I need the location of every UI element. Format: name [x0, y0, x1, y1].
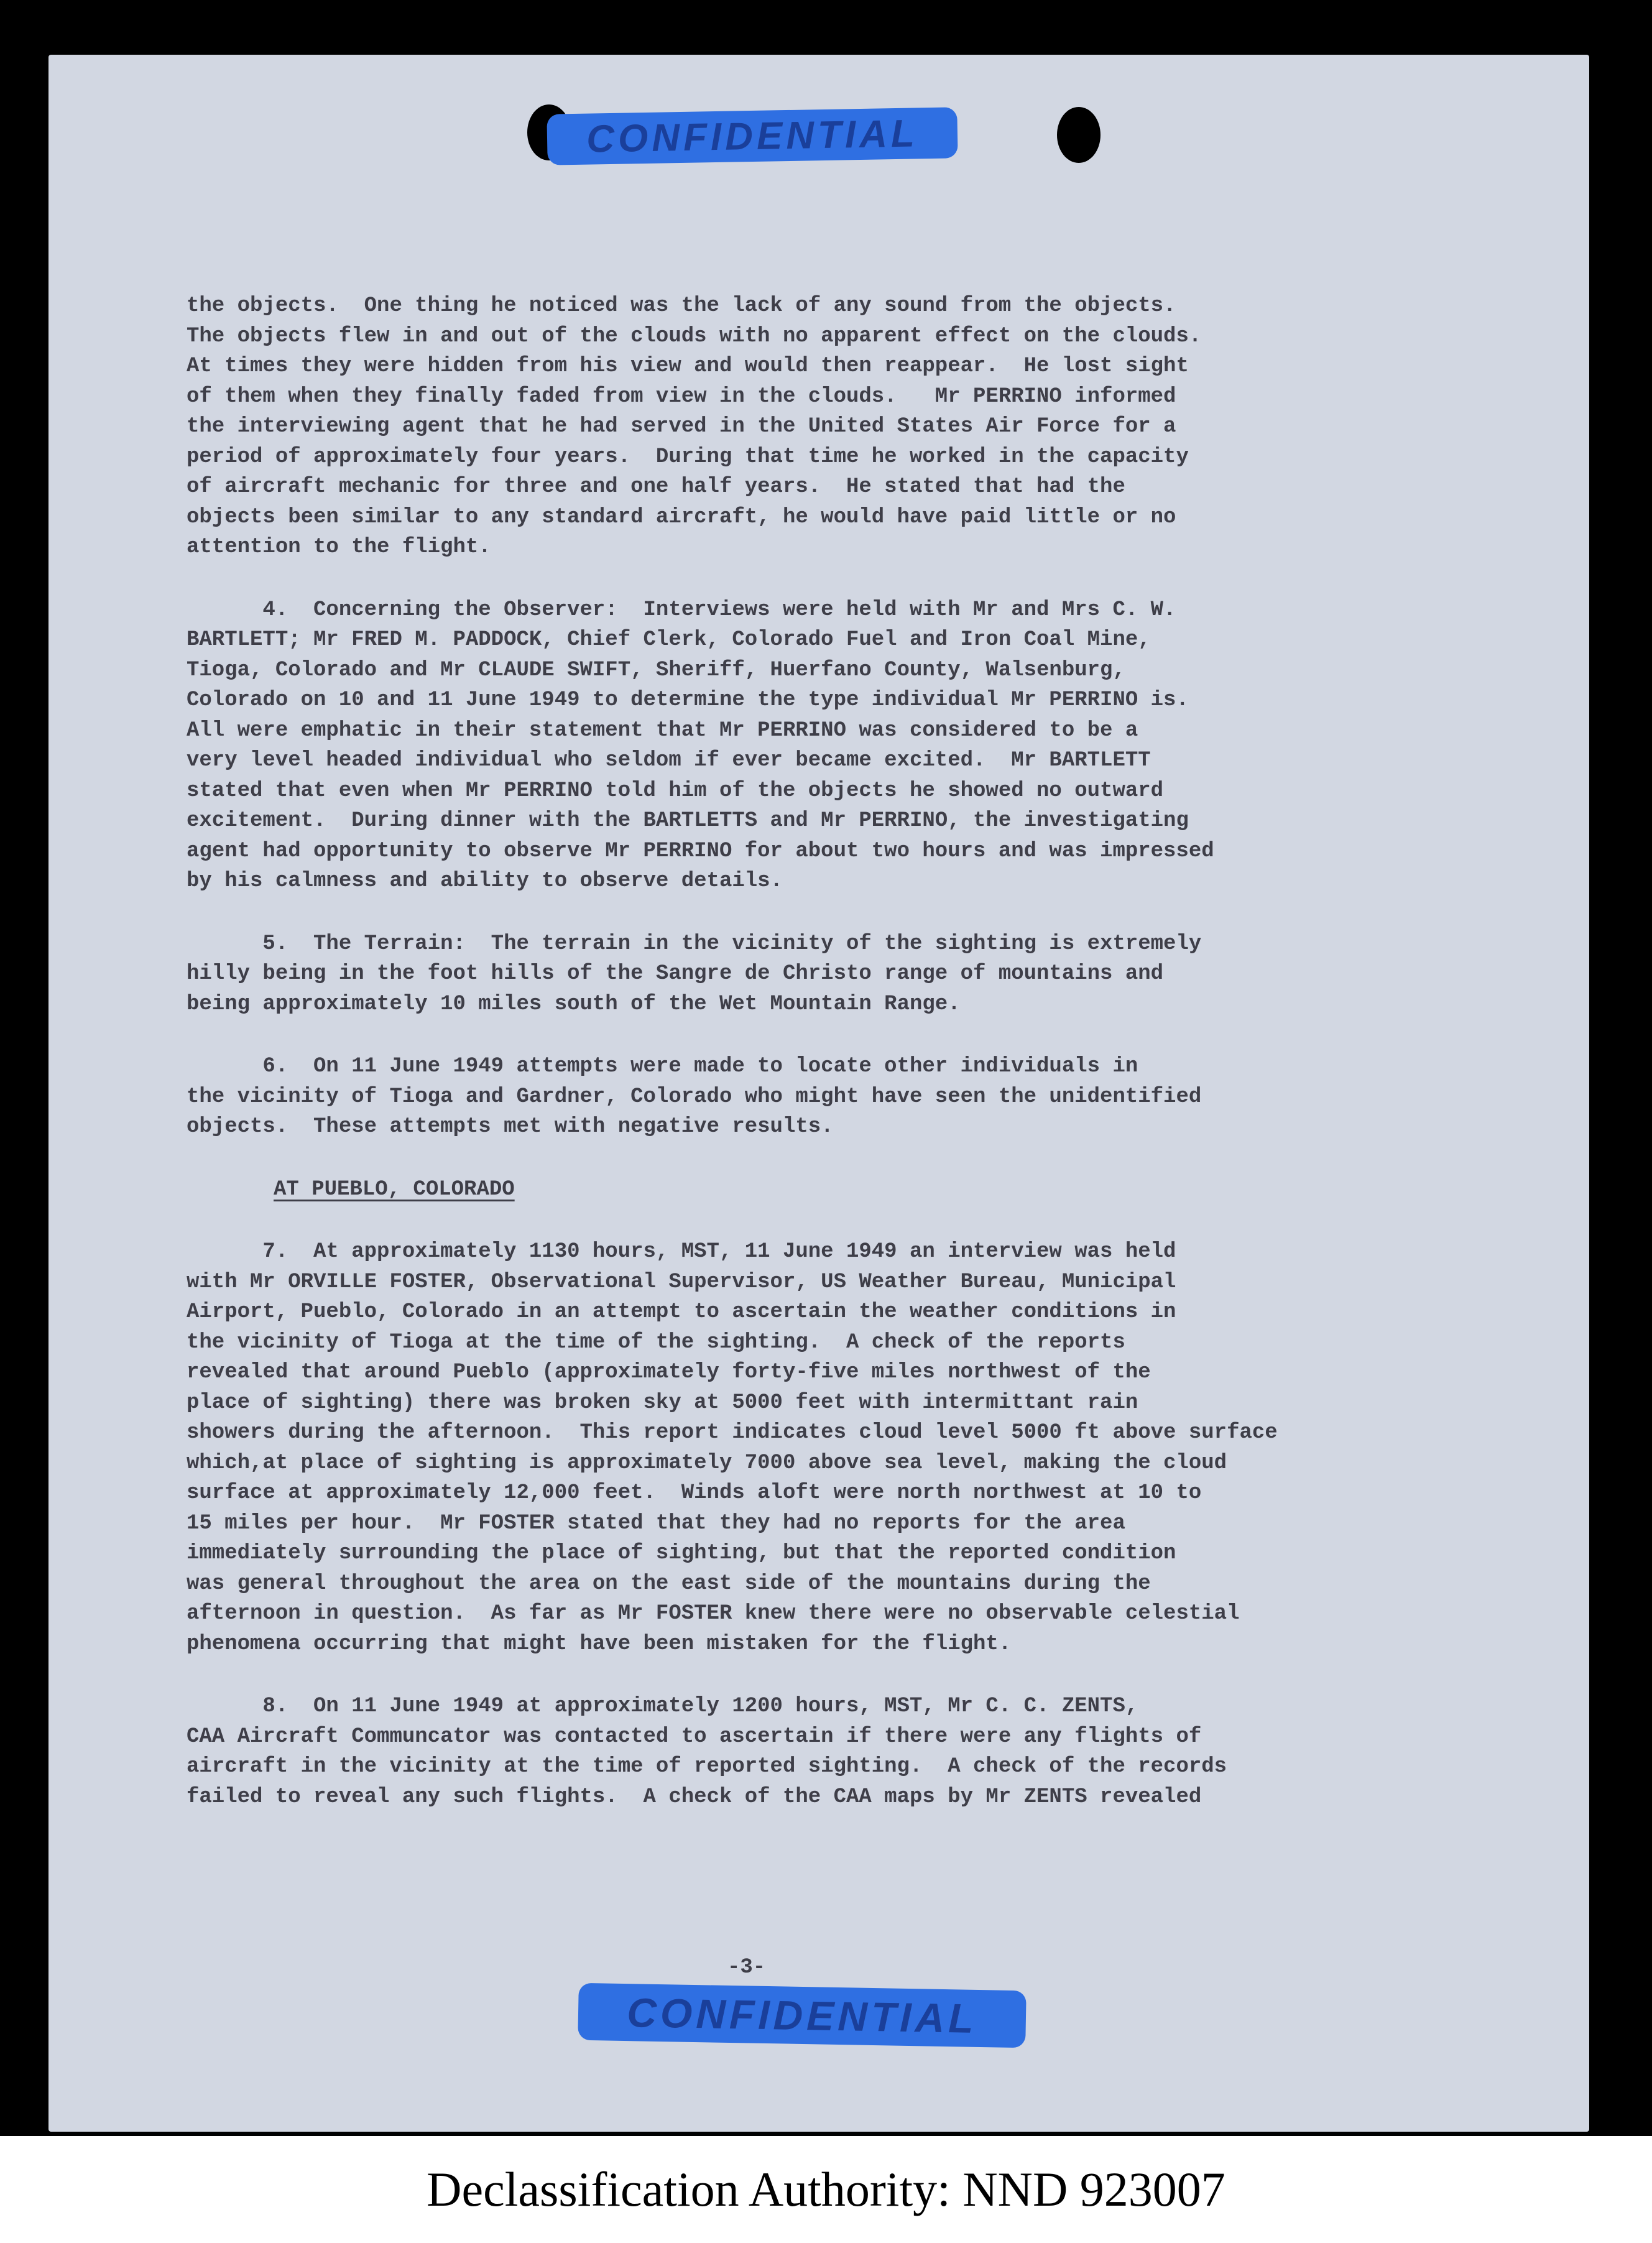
text-line: 15 miles per hour. Mr FOSTER stated that they had no reports for the area	[187, 1511, 1125, 1535]
text-line: failed to reveal any such flights. A check of the CAA maps by Mr ZENTS revealed	[187, 1785, 1202, 1809]
text-line: very level headed individual who seldom if ever became excited. Mr BARTLETT	[187, 749, 1151, 772]
text-line: agent had opportunity to observe Mr PERRINO for about two hours and was impressed	[187, 839, 1214, 863]
paragraph	[187, 1691, 1511, 1812]
text-line: the vicinity of Tioga and Gardner, Colorado who might have seen the unidentified	[187, 1085, 1202, 1109]
text-line: objects. These attempts met with negative results.	[187, 1115, 834, 1139]
text-line: BARTLETT; Mr FRED M. PADDOCK, Chief Clerk, Colorado Fuel and Iron Coal Mine,	[187, 628, 1151, 652]
text-line: being approximately 10 miles south of the Wet Mountain Range.	[187, 992, 961, 1016]
text-line: showers during the afternoon. This report indicates cloud level 5000 ft above surface	[187, 1421, 1278, 1445]
page-number: -3-	[727, 1956, 766, 1979]
text-line: Airport, Pueblo, Colorado in an attempt to ascertain the weather conditions in	[187, 1300, 1176, 1324]
text-line: the objects. One thing he noticed was the lack of any sound from the objects.	[187, 294, 1176, 318]
text-line: stated that even when Mr PERRINO told him of the objects he showed no outward	[187, 779, 1164, 803]
text-line: objects been similar to any standard aircraft, he would have paid little or no	[187, 505, 1176, 529]
paragraph	[187, 595, 1511, 897]
text-line: 8. On 11 June 1949 at approximately 1200 hours, MST, Mr C. C. ZENTS,	[187, 1695, 1138, 1718]
text-line: of them when they finally faded from view in the clouds. Mr PERRINO informed	[187, 384, 1176, 409]
text-line: place of sighting) there was broken sky at 5000 feet with intermittant rain	[187, 1390, 1138, 1415]
text-line: CAA Aircraft Communcator was contacted to ascertain if there were any flights of	[187, 1724, 1202, 1749]
text-line: with Mr ORVILLE FOSTER, Observational Supervisor, US Weather Bureau, Municipal	[187, 1270, 1176, 1294]
text-line: Tioga, Colorado and Mr CLAUDE SWIFT, Sheriff, Huerfano County, Walsenburg,	[187, 658, 1125, 682]
text-line: 6. On 11 June 1949 attempts were made to locate other individuals in	[187, 1055, 1138, 1078]
text-line: hilly being in the foot hills of the Sangre de Christo range of mountains and	[187, 962, 1164, 986]
paragraph	[187, 291, 1511, 563]
text-line: attention to the flight.	[187, 535, 491, 559]
punch-hole-right	[1057, 107, 1101, 163]
paragraph	[187, 929, 1511, 1020]
section-heading: AT PUEBLO, COLORADO	[274, 1177, 515, 1201]
text-line: 5. The Terrain: The terrain in the vicinity of the sighting is extremely	[187, 932, 1202, 956]
text-line: afternoon in question. As far as Mr FOSTER knew there were no observable celestial	[187, 1602, 1240, 1626]
text-line: surface at approximately 12,000 feet. Winds aloft were north northwest at 10 to	[187, 1481, 1202, 1505]
paragraph	[187, 1052, 1511, 1142]
text-line: aircraft in the vicinity at the time of reported sighting. A check of the records	[187, 1755, 1227, 1778]
text-line: phenomena occurring that might have been mistaken for the flight.	[187, 1632, 1012, 1656]
text-line: The objects flew in and out of the clouds with no apparent effect on the clouds.	[187, 324, 1202, 348]
document-body	[187, 291, 1511, 1844]
text-line: revealed that around Pueblo (approximately forty-five miles northwest of the	[187, 1361, 1151, 1384]
text-line: which,at place of sighting is approximately 7000 above sea level, making the cloud	[187, 1451, 1227, 1475]
paragraph	[187, 1237, 1511, 1659]
text-line: by his calmness and ability to observe details.	[187, 869, 783, 893]
text-line: At times they were hidden from his view and would then reappear. He lost sight	[187, 354, 1189, 378]
text-line: immediately surrounding the place of sighting, but that the reported condition	[187, 1542, 1176, 1565]
text-line: excitement. During dinner with the BARTLETTS and Mr PERRINO, the investigating	[187, 809, 1189, 833]
text-line: the vicinity of Tioga at the time of the sighting. A check of the reports	[187, 1330, 1125, 1354]
confidential-stamp-bottom: CONFIDENTIAL	[578, 1983, 1026, 2048]
text-line: the interviewing agent that he had served in the United States Air Force for a	[187, 415, 1176, 438]
text-line: was general throughout the area on the east side of the mountains during the	[187, 1571, 1151, 1596]
confidential-stamp-top: CONFIDENTIAL	[547, 107, 958, 165]
text-line: Colorado on 10 and 11 June 1949 to determine the type individual Mr PERRINO is.	[187, 688, 1189, 712]
text-line: period of approximately four years. During that time he worked in the capacity	[187, 445, 1189, 469]
declassification-footer: Declassification Authority: NND 923007	[0, 2136, 1652, 2243]
text-line: of aircraft mechanic for three and one half years. He stated that had the	[187, 475, 1125, 499]
text-line: 4. Concerning the Observer: Interviews were held with Mr and Mrs C. W.	[187, 598, 1176, 622]
text-line: All were emphatic in their statement that Mr PERRINO was considered to be a	[187, 718, 1138, 742]
text-line: 7. At approximately 1130 hours, MST, 11 June 1949 an interview was held	[187, 1240, 1176, 1264]
